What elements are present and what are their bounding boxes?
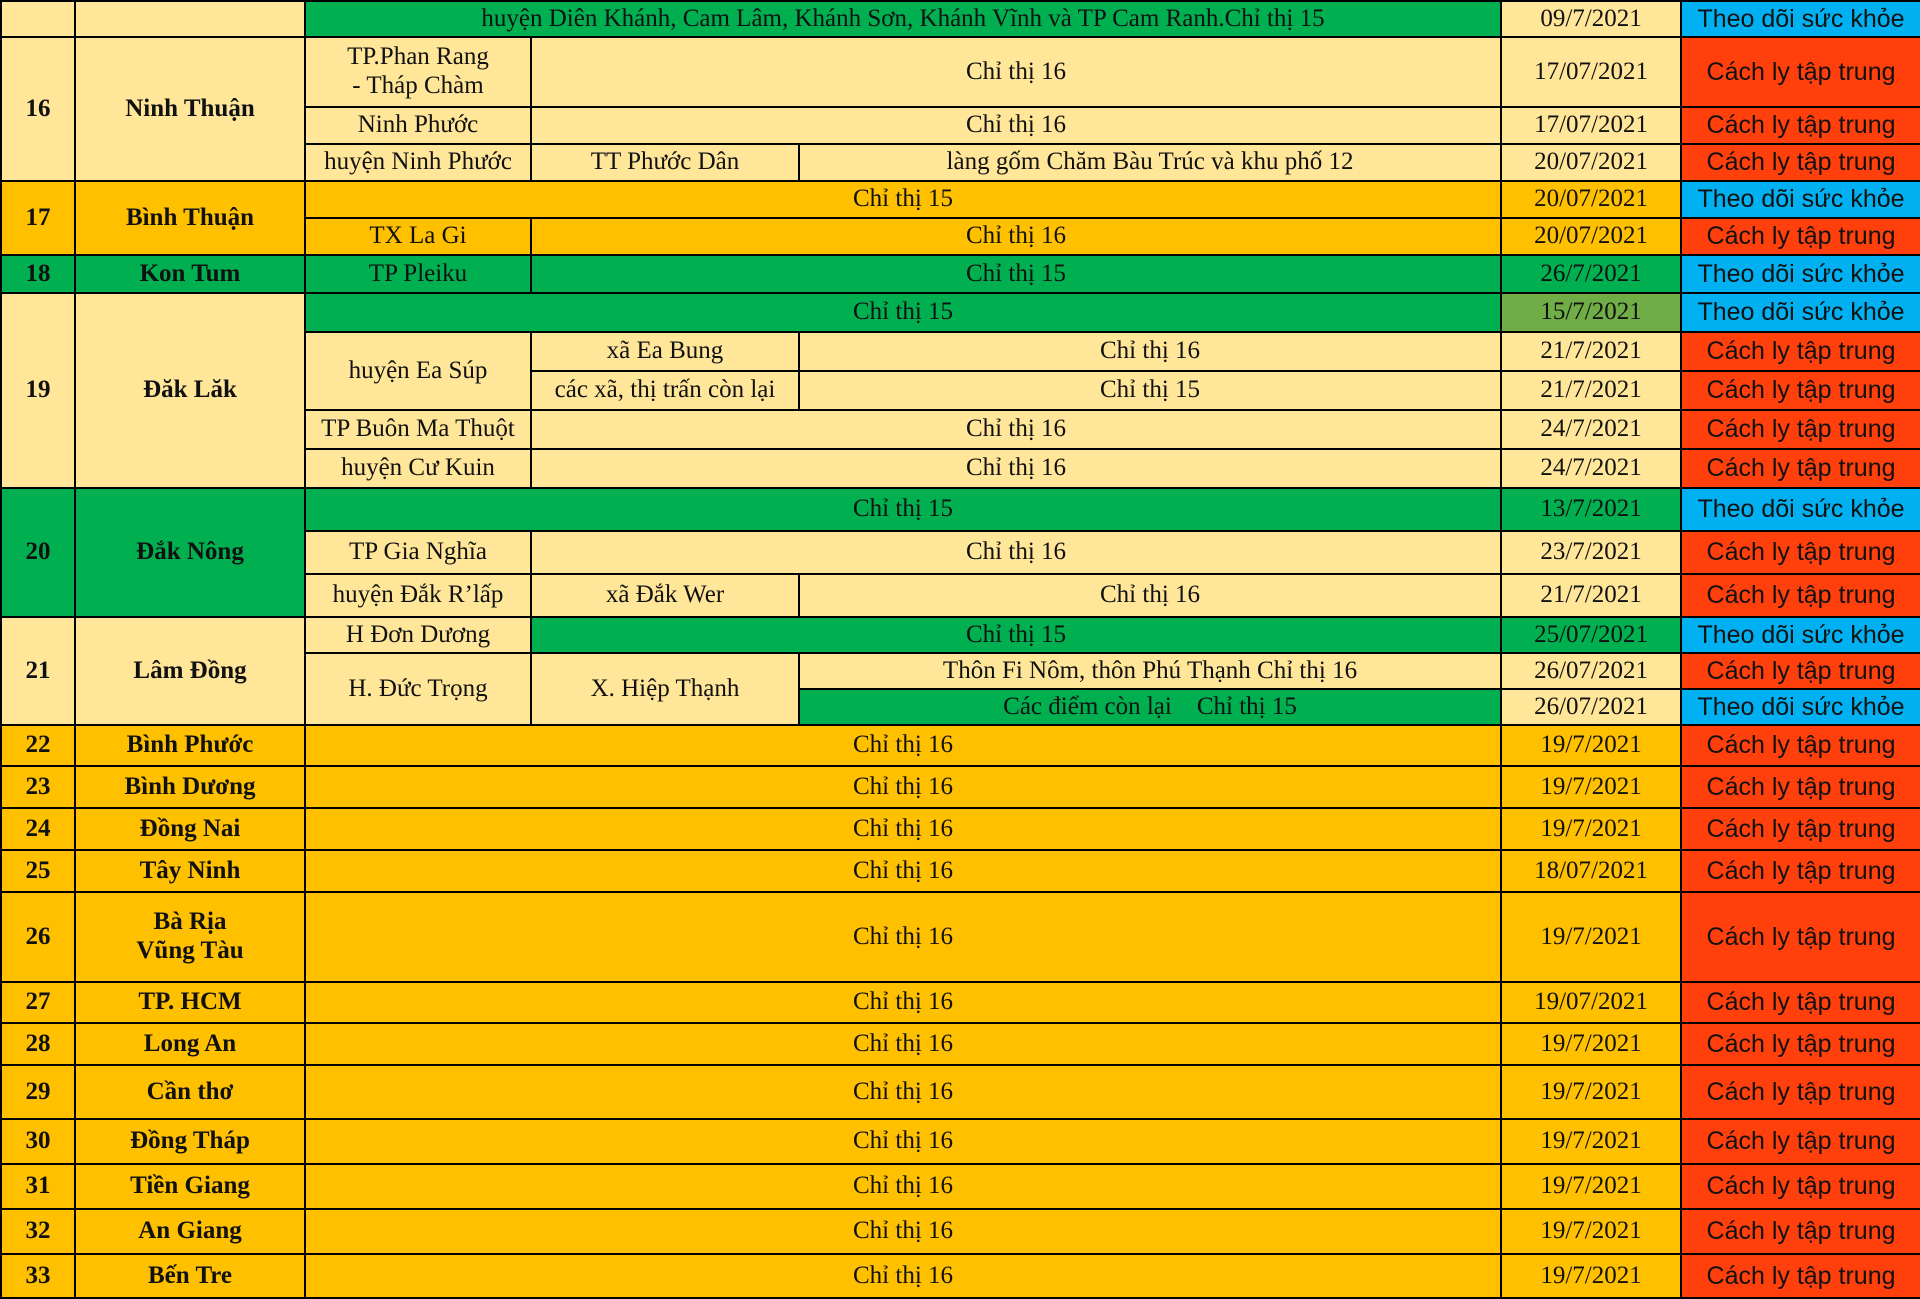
date-cell: 21/7/2021 bbox=[1501, 371, 1681, 410]
row-number-cell: 16 bbox=[1, 37, 75, 181]
date-cell: 19/7/2021 bbox=[1501, 766, 1681, 808]
province-cell: Đồng Tháp bbox=[75, 1119, 305, 1164]
province-cell: TP. HCM bbox=[75, 982, 305, 1023]
province-cell: Ninh Thuận bbox=[75, 37, 305, 181]
measure-cell: Chỉ thị 15 bbox=[799, 371, 1501, 410]
row-number-cell: 30 bbox=[1, 1119, 75, 1164]
measure-cell: Thôn Fi Nôm, thôn Phú Thạnh Chỉ thị 16 bbox=[799, 653, 1501, 689]
district-cell: TP Gia Nghĩa bbox=[305, 531, 531, 574]
province-cell: Kon Tum bbox=[75, 255, 305, 293]
province-cell: Bình Thuận bbox=[75, 181, 305, 255]
status-cell: Cách ly tập trung bbox=[1681, 144, 1920, 181]
subdistrict-cell: các xã, thị trấn còn lại bbox=[531, 371, 799, 410]
measure-cell: Chỉ thị 15 bbox=[305, 488, 1501, 531]
measure-cell: Chỉ thị 16 bbox=[305, 1065, 1501, 1119]
province-cell: Cần thơ bbox=[75, 1065, 305, 1119]
subdistrict-cell: X. Hiệp Thạnh bbox=[531, 653, 799, 725]
district-cell: huyện Đắk R’lấp bbox=[305, 574, 531, 617]
district-cell: huyện Ea Súp bbox=[305, 332, 531, 410]
date-cell: 19/7/2021 bbox=[1501, 1209, 1681, 1254]
measure-cell: Chỉ thị 16 bbox=[531, 449, 1501, 488]
status-cell: Cách ly tập trung bbox=[1681, 332, 1920, 371]
date-cell: 17/07/2021 bbox=[1501, 107, 1681, 144]
status-cell: Cách ly tập trung bbox=[1681, 371, 1920, 410]
status-cell: Cách ly tập trung bbox=[1681, 982, 1920, 1023]
status-cell: Cách ly tập trung bbox=[1681, 107, 1920, 144]
district-cell: Ninh Phước bbox=[305, 107, 531, 144]
district-cell: H Đơn Dương bbox=[305, 617, 531, 653]
date-cell: 21/7/2021 bbox=[1501, 574, 1681, 617]
province-cell: Đăk Lăk bbox=[75, 293, 305, 488]
measure-cell: Chỉ thị 16 bbox=[305, 1209, 1501, 1254]
table-row bbox=[1, 850, 1920, 892]
province-cell: Long An bbox=[75, 1023, 305, 1065]
table-row bbox=[1, 293, 1920, 332]
province-cell: An Giang bbox=[75, 1209, 305, 1254]
date-cell: 24/7/2021 bbox=[1501, 449, 1681, 488]
measure-cell: Chỉ thị 16 bbox=[531, 410, 1501, 449]
table-row bbox=[1, 1023, 1920, 1065]
table-row bbox=[1, 725, 1920, 766]
table-row bbox=[1, 766, 1920, 808]
province-cell: Tây Ninh bbox=[75, 850, 305, 892]
measure-cell: Chỉ thị 16 bbox=[305, 850, 1501, 892]
table-row bbox=[1, 488, 1920, 531]
measure-cell: Chỉ thị 16 bbox=[531, 37, 1501, 107]
measure-cell: Chỉ thị 16 bbox=[531, 531, 1501, 574]
row-number-cell: 26 bbox=[1, 892, 75, 982]
row-number-cell bbox=[1, 1, 75, 37]
row-number-cell: 28 bbox=[1, 1023, 75, 1065]
table-row bbox=[1, 1065, 1920, 1119]
province-cell: Bà Rịa Vũng Tàu bbox=[75, 892, 305, 982]
row-number-cell: 33 bbox=[1, 1254, 75, 1298]
table-row bbox=[1, 617, 1920, 653]
province-cell: Bình Dương bbox=[75, 766, 305, 808]
row-number-cell: 22 bbox=[1, 725, 75, 766]
row-number-cell: 24 bbox=[1, 808, 75, 850]
province-cell: Bình Phước bbox=[75, 725, 305, 766]
table-row bbox=[1, 1, 1920, 37]
row-number-cell: 20 bbox=[1, 488, 75, 617]
status-cell: Theo dõi sức khỏe bbox=[1681, 689, 1920, 725]
measure-cell: Chỉ thị 16 bbox=[305, 892, 1501, 982]
table-row bbox=[1, 255, 1920, 293]
table-row bbox=[1, 37, 1920, 107]
subdistrict-cell: xã Đắk Wer bbox=[531, 574, 799, 617]
row-number-cell: 19 bbox=[1, 293, 75, 488]
measure-cell: Chỉ thị 16 bbox=[305, 1254, 1501, 1298]
measure-cell: Chỉ thị 16 bbox=[531, 107, 1501, 144]
measure-cell: Các điểm còn lại Chỉ thị 15 bbox=[799, 689, 1501, 725]
measure-cell: Chỉ thị 15 bbox=[305, 181, 1501, 218]
measure-cell: Chỉ thị 16 bbox=[531, 218, 1501, 255]
status-cell: Theo dõi sức khỏe bbox=[1681, 181, 1920, 218]
table-row bbox=[1, 892, 1920, 982]
status-cell: Cách ly tập trung bbox=[1681, 808, 1920, 850]
measure-cell: Chỉ thị 16 bbox=[305, 725, 1501, 766]
measure-cell: Chỉ thị 16 bbox=[799, 332, 1501, 371]
date-cell: 24/7/2021 bbox=[1501, 410, 1681, 449]
measure-cell: làng gốm Chăm Bàu Trúc và khu phố 12 bbox=[799, 144, 1501, 181]
status-cell: Cách ly tập trung bbox=[1681, 1209, 1920, 1254]
status-cell: Theo dõi sức khỏe bbox=[1681, 293, 1920, 332]
table-row bbox=[1, 1254, 1920, 1298]
row-number-cell: 32 bbox=[1, 1209, 75, 1254]
status-cell: Cách ly tập trung bbox=[1681, 1023, 1920, 1065]
date-cell: 26/07/2021 bbox=[1501, 689, 1681, 725]
district-cell: TP Pleiku bbox=[305, 255, 531, 293]
row-number-cell: 27 bbox=[1, 982, 75, 1023]
status-cell: Theo dõi sức khỏe bbox=[1681, 488, 1920, 531]
date-cell: 19/7/2021 bbox=[1501, 725, 1681, 766]
status-cell: Cách ly tập trung bbox=[1681, 37, 1920, 107]
date-cell: 19/7/2021 bbox=[1501, 1254, 1681, 1298]
status-cell: Cách ly tập trung bbox=[1681, 850, 1920, 892]
subdistrict-cell: xã Ea Bung bbox=[531, 332, 799, 371]
date-cell: 19/07/2021 bbox=[1501, 982, 1681, 1023]
table-row bbox=[1, 982, 1920, 1023]
status-cell: Cách ly tập trung bbox=[1681, 1254, 1920, 1298]
table-row bbox=[1, 181, 1920, 218]
measure-cell: Chỉ thị 16 bbox=[305, 766, 1501, 808]
status-cell: Theo dõi sức khỏe bbox=[1681, 1, 1920, 37]
district-cell: TX La Gi bbox=[305, 218, 531, 255]
status-cell: Cách ly tập trung bbox=[1681, 410, 1920, 449]
district-cell: TP.Phan Rang - Tháp Chàm bbox=[305, 37, 531, 107]
measure-cell: huyện Diên Khánh, Cam Lâm, Khánh Sơn, Khánh Vĩnh và TP Cam Ranh.Chỉ thị 15 bbox=[305, 1, 1501, 37]
date-cell: 20/07/2021 bbox=[1501, 181, 1681, 218]
date-cell: 26/07/2021 bbox=[1501, 653, 1681, 689]
status-cell: Cách ly tập trung bbox=[1681, 766, 1920, 808]
province-cell: Lâm Đồng bbox=[75, 617, 305, 725]
date-cell: 25/07/2021 bbox=[1501, 617, 1681, 653]
date-cell: 19/7/2021 bbox=[1501, 1164, 1681, 1209]
date-cell: 18/07/2021 bbox=[1501, 850, 1681, 892]
status-cell: Cách ly tập trung bbox=[1681, 653, 1920, 689]
status-cell: Cách ly tập trung bbox=[1681, 1065, 1920, 1119]
row-number-cell: 17 bbox=[1, 181, 75, 255]
status-cell: Cách ly tập trung bbox=[1681, 725, 1920, 766]
date-cell: 20/07/2021 bbox=[1501, 144, 1681, 181]
measure-cell: Chỉ thị 16 bbox=[305, 1164, 1501, 1209]
row-number-cell: 29 bbox=[1, 1065, 75, 1119]
date-cell: 15/7/2021 bbox=[1501, 293, 1681, 332]
date-cell: 13/7/2021 bbox=[1501, 488, 1681, 531]
status-cell: Cách ly tập trung bbox=[1681, 574, 1920, 617]
date-cell: 17/07/2021 bbox=[1501, 37, 1681, 107]
measure-cell: Chỉ thị 16 bbox=[305, 808, 1501, 850]
date-cell: 19/7/2021 bbox=[1501, 1065, 1681, 1119]
measure-cell: Chỉ thị 16 bbox=[305, 982, 1501, 1023]
table-row bbox=[1, 808, 1920, 850]
province-cell bbox=[75, 1, 305, 37]
district-cell: TP Buôn Ma Thuột bbox=[305, 410, 531, 449]
table-row bbox=[1, 1209, 1920, 1254]
measure-cell: Chỉ thị 16 bbox=[305, 1023, 1501, 1065]
status-cell: Theo dõi sức khỏe bbox=[1681, 617, 1920, 653]
date-cell: 26/7/2021 bbox=[1501, 255, 1681, 293]
district-cell: huyện Cư Kuin bbox=[305, 449, 531, 488]
measure-cell: Chỉ thị 16 bbox=[799, 574, 1501, 617]
status-cell: Cách ly tập trung bbox=[1681, 892, 1920, 982]
province-cell: Bến Tre bbox=[75, 1254, 305, 1298]
status-cell: Cách ly tập trung bbox=[1681, 1119, 1920, 1164]
date-cell: 19/7/2021 bbox=[1501, 1023, 1681, 1065]
row-number-cell: 23 bbox=[1, 766, 75, 808]
measure-cell: Chỉ thị 15 bbox=[531, 255, 1501, 293]
measure-cell: Chỉ thị 16 bbox=[305, 1119, 1501, 1164]
row-number-cell: 21 bbox=[1, 617, 75, 725]
date-cell: 09/7/2021 bbox=[1501, 1, 1681, 37]
row-number-cell: 25 bbox=[1, 850, 75, 892]
date-cell: 20/07/2021 bbox=[1501, 218, 1681, 255]
status-cell: Cách ly tập trung bbox=[1681, 218, 1920, 255]
district-cell: H. Đức Trọng bbox=[305, 653, 531, 725]
status-cell: Theo dõi sức khỏe bbox=[1681, 255, 1920, 293]
date-cell: 23/7/2021 bbox=[1501, 531, 1681, 574]
row-number-cell: 18 bbox=[1, 255, 75, 293]
subdistrict-cell: TT Phước Dân bbox=[531, 144, 799, 181]
status-cell: Cách ly tập trung bbox=[1681, 1164, 1920, 1209]
measure-cell: Chỉ thị 15 bbox=[305, 293, 1501, 332]
status-cell: Cách ly tập trung bbox=[1681, 449, 1920, 488]
table-row bbox=[1, 1164, 1920, 1209]
province-cell: Đồng Nai bbox=[75, 808, 305, 850]
date-cell: 19/7/2021 bbox=[1501, 892, 1681, 982]
date-cell: 21/7/2021 bbox=[1501, 332, 1681, 371]
province-cell: Tiền Giang bbox=[75, 1164, 305, 1209]
province-cell: Đắk Nông bbox=[75, 488, 305, 617]
date-cell: 19/7/2021 bbox=[1501, 808, 1681, 850]
date-cell: 19/7/2021 bbox=[1501, 1119, 1681, 1164]
table-row bbox=[1, 1119, 1920, 1164]
measure-cell: Chỉ thị 15 bbox=[531, 617, 1501, 653]
status-cell: Cách ly tập trung bbox=[1681, 531, 1920, 574]
district-cell: huyện Ninh Phước bbox=[305, 144, 531, 181]
row-number-cell: 31 bbox=[1, 1164, 75, 1209]
